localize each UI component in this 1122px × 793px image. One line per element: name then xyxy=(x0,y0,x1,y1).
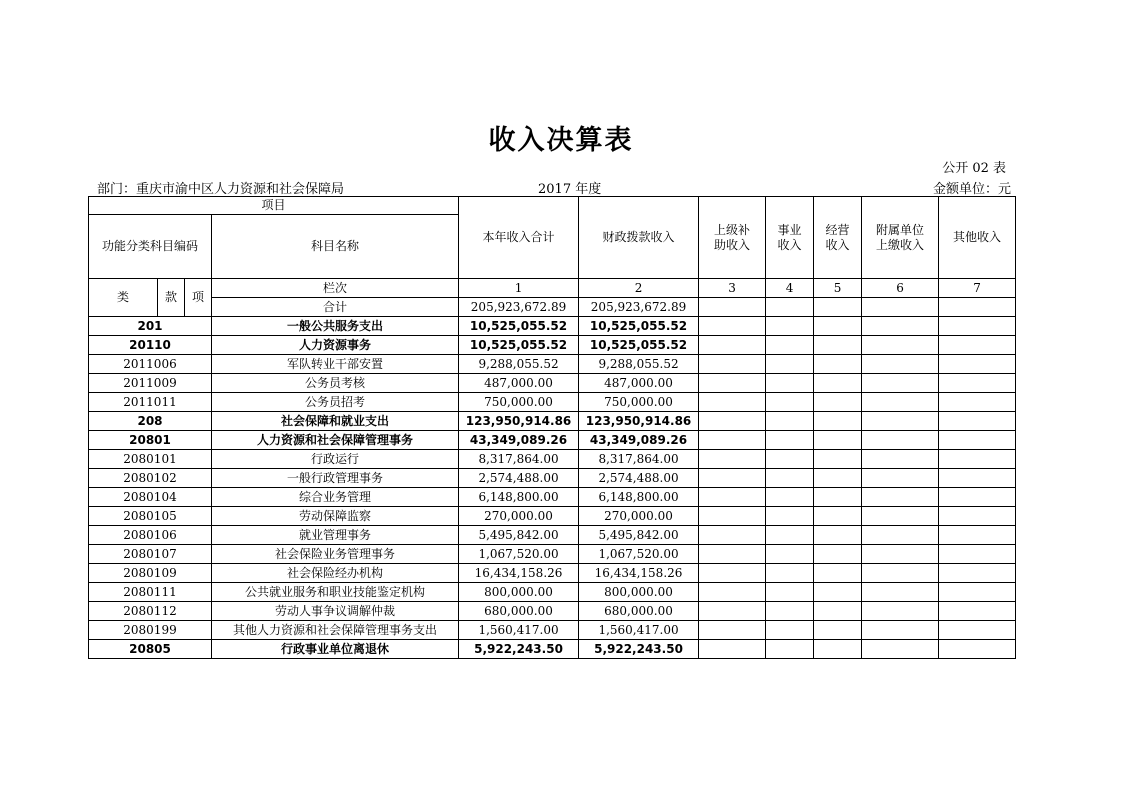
row-code: 2080111 xyxy=(89,583,212,602)
empty-cell xyxy=(939,545,1016,564)
empty-cell xyxy=(862,507,939,526)
table-row xyxy=(89,393,1016,412)
row-code: 201 xyxy=(89,317,212,336)
row-subject-name: 军队转业干部安置 xyxy=(212,355,459,374)
empty-cell xyxy=(939,336,1016,355)
form-number: 公开 02 表 xyxy=(942,161,1006,176)
empty-cell xyxy=(939,374,1016,393)
row-fiscal-income: 2,574,488.00 xyxy=(579,469,699,488)
row-subject-name: 社会保障和就业支出 xyxy=(212,412,459,431)
row-code: 2011011 xyxy=(89,393,212,412)
table-row xyxy=(89,526,1016,545)
empty-cell xyxy=(814,488,862,507)
empty-cell xyxy=(939,564,1016,583)
empty-cell xyxy=(862,583,939,602)
header-affiliated-income-line2: 上缴收入 xyxy=(876,237,925,252)
total-fiscal-value: 205,923,672.89 xyxy=(579,298,699,317)
row-code: 2080112 xyxy=(89,602,212,621)
row-code: 2080106 xyxy=(89,526,212,545)
empty-cell xyxy=(766,317,814,336)
empty-cell xyxy=(862,393,939,412)
row-fiscal-income: 680,000.00 xyxy=(579,602,699,621)
row-code: 2080109 xyxy=(89,564,212,583)
empty-cell xyxy=(814,621,862,640)
empty-cell xyxy=(814,412,862,431)
empty-cell xyxy=(862,431,939,450)
table-row xyxy=(89,621,1016,640)
header-affiliated-income xyxy=(862,197,939,279)
col-index-2: 2 xyxy=(579,279,699,298)
row-total-income: 270,000.00 xyxy=(459,507,579,526)
empty-cell xyxy=(939,583,1016,602)
header-superior-subsidy xyxy=(699,197,766,279)
row-total-income: 5,922,243.50 xyxy=(459,640,579,659)
row-total-income: 487,000.00 xyxy=(459,374,579,393)
empty-cell xyxy=(862,374,939,393)
empty-cell xyxy=(814,317,862,336)
row-fiscal-income: 5,495,842.00 xyxy=(579,526,699,545)
header-kuan: 款 xyxy=(158,279,185,317)
empty-cell xyxy=(699,374,766,393)
row-fiscal-income: 1,067,520.00 xyxy=(579,545,699,564)
empty-cell xyxy=(939,602,1016,621)
empty-cell xyxy=(939,526,1016,545)
empty-cell xyxy=(766,488,814,507)
table-row xyxy=(89,545,1016,564)
empty-cell xyxy=(766,621,814,640)
header-superior-subsidy-line1: 上级补 xyxy=(714,222,751,237)
row-subject-name: 一般行政管理事务 xyxy=(212,469,459,488)
empty-cell xyxy=(814,298,862,317)
empty-cell xyxy=(766,355,814,374)
row-fiscal-income: 487,000.00 xyxy=(579,374,699,393)
empty-cell xyxy=(862,317,939,336)
table-row xyxy=(89,355,1016,374)
header-business-income xyxy=(766,197,814,279)
empty-cell xyxy=(939,621,1016,640)
empty-cell xyxy=(814,602,862,621)
row-fiscal-income: 1,560,417.00 xyxy=(579,621,699,640)
row-subject-name: 公务员考核 xyxy=(212,374,459,393)
row-total-income: 1,560,417.00 xyxy=(459,621,579,640)
row-fiscal-income: 16,434,158.26 xyxy=(579,564,699,583)
row-code: 2011006 xyxy=(89,355,212,374)
col-index-4: 4 xyxy=(766,279,814,298)
row-subject-name: 社会保险业务管理事务 xyxy=(212,545,459,564)
row-fiscal-income: 8,317,864.00 xyxy=(579,450,699,469)
row-subject-name: 行政事业单位离退休 xyxy=(212,640,459,659)
row-fiscal-income: 10,525,055.52 xyxy=(579,317,699,336)
empty-cell xyxy=(814,640,862,659)
row-subject-name: 劳动人事争议调解仲裁 xyxy=(212,602,459,621)
empty-cell xyxy=(939,298,1016,317)
row-total-income: 10,525,055.52 xyxy=(459,336,579,355)
row-subject-name: 社会保险经办机构 xyxy=(212,564,459,583)
header-business-income-line2: 收入 xyxy=(777,237,802,252)
empty-cell xyxy=(699,640,766,659)
empty-cell xyxy=(862,355,939,374)
empty-cell xyxy=(699,507,766,526)
empty-cell xyxy=(699,450,766,469)
page-title: 收入决算表 xyxy=(488,125,634,156)
header-operating-income-line1: 经营 xyxy=(825,222,850,237)
total-income-value: 205,923,672.89 xyxy=(459,298,579,317)
table-row xyxy=(89,640,1016,659)
table-row xyxy=(89,564,1016,583)
income-table xyxy=(88,196,1016,659)
row-total-income: 8,317,864.00 xyxy=(459,450,579,469)
empty-cell xyxy=(699,621,766,640)
col-index-7: 7 xyxy=(939,279,1016,298)
empty-cell xyxy=(814,374,862,393)
row-subject-name: 公共就业服务和职业技能鉴定机构 xyxy=(212,583,459,602)
empty-cell xyxy=(939,355,1016,374)
row-code: 2080102 xyxy=(89,469,212,488)
row-subject-name: 公务员招考 xyxy=(212,393,459,412)
empty-cell xyxy=(814,355,862,374)
empty-cell xyxy=(699,355,766,374)
empty-cell xyxy=(939,488,1016,507)
empty-cell xyxy=(862,469,939,488)
row-subject-name: 人力资源和社会保障管理事务 xyxy=(212,431,459,450)
row-total-income: 750,000.00 xyxy=(459,393,579,412)
empty-cell xyxy=(766,374,814,393)
row-total-income: 10,525,055.52 xyxy=(459,317,579,336)
row-total-income: 16,434,158.26 xyxy=(459,564,579,583)
row-code: 2080199 xyxy=(89,621,212,640)
row-total-income: 680,000.00 xyxy=(459,602,579,621)
empty-cell xyxy=(862,602,939,621)
row-subject-name: 综合业务管理 xyxy=(212,488,459,507)
empty-cell xyxy=(862,450,939,469)
header-fiscal-income: 财政拨款收入 xyxy=(579,197,699,279)
row-total-income: 9,288,055.52 xyxy=(459,355,579,374)
row-subject-name: 其他人力资源和社会保障管理事务支出 xyxy=(212,621,459,640)
table-row xyxy=(89,317,1016,336)
empty-cell xyxy=(814,336,862,355)
row-fiscal-income: 43,349,089.26 xyxy=(579,431,699,450)
col-index-3: 3 xyxy=(699,279,766,298)
empty-cell xyxy=(939,507,1016,526)
empty-cell xyxy=(699,602,766,621)
empty-cell xyxy=(766,564,814,583)
row-total-income: 1,067,520.00 xyxy=(459,545,579,564)
empty-cell xyxy=(699,298,766,317)
empty-cell xyxy=(862,298,939,317)
empty-cell xyxy=(939,450,1016,469)
row-fiscal-income: 10,525,055.52 xyxy=(579,336,699,355)
row-fiscal-income: 123,950,914.86 xyxy=(579,412,699,431)
empty-cell xyxy=(814,469,862,488)
total-label: 合计 xyxy=(212,298,459,317)
empty-cell xyxy=(699,469,766,488)
header-total-income: 本年收入合计 xyxy=(459,197,579,279)
header-lei: 类 xyxy=(89,279,158,317)
empty-cell xyxy=(699,488,766,507)
empty-cell xyxy=(766,298,814,317)
empty-cell xyxy=(699,583,766,602)
row-subject-name: 人力资源事务 xyxy=(212,336,459,355)
row-total-income: 6,148,800.00 xyxy=(459,488,579,507)
col-index-6: 6 xyxy=(862,279,939,298)
empty-cell xyxy=(766,583,814,602)
amount-unit: 金额单位：元 xyxy=(932,182,1011,197)
table-row xyxy=(89,412,1016,431)
header-lanci: 栏次 xyxy=(212,279,459,298)
row-fiscal-income: 6,148,800.00 xyxy=(579,488,699,507)
table-row xyxy=(89,583,1016,602)
empty-cell xyxy=(814,507,862,526)
empty-cell xyxy=(699,564,766,583)
row-subject-name: 就业管理事务 xyxy=(212,526,459,545)
empty-cell xyxy=(766,412,814,431)
row-code: 20110 xyxy=(89,336,212,355)
row-code: 2011009 xyxy=(89,374,212,393)
row-fiscal-income: 270,000.00 xyxy=(579,507,699,526)
empty-cell xyxy=(939,412,1016,431)
header-subject-name: 科目名称 xyxy=(212,215,459,279)
empty-cell xyxy=(814,450,862,469)
header-xiang: 项 xyxy=(185,279,212,317)
table-row xyxy=(89,488,1016,507)
header-other-income: 其他收入 xyxy=(939,197,1016,279)
row-subject-name: 行政运行 xyxy=(212,450,459,469)
row-code: 2080101 xyxy=(89,450,212,469)
empty-cell xyxy=(699,336,766,355)
row-fiscal-income: 800,000.00 xyxy=(579,583,699,602)
table-row xyxy=(89,602,1016,621)
row-fiscal-income: 750,000.00 xyxy=(579,393,699,412)
empty-cell xyxy=(862,488,939,507)
empty-cell xyxy=(814,526,862,545)
table-row xyxy=(89,336,1016,355)
row-total-income: 123,950,914.86 xyxy=(459,412,579,431)
empty-cell xyxy=(939,317,1016,336)
empty-cell xyxy=(814,564,862,583)
empty-cell xyxy=(939,469,1016,488)
empty-cell xyxy=(862,526,939,545)
empty-cell xyxy=(939,393,1016,412)
empty-cell xyxy=(814,545,862,564)
empty-cell xyxy=(766,602,814,621)
empty-cell xyxy=(766,469,814,488)
empty-cell xyxy=(862,621,939,640)
empty-cell xyxy=(766,507,814,526)
empty-cell xyxy=(862,640,939,659)
table-row xyxy=(89,374,1016,393)
row-total-income: 2,574,488.00 xyxy=(459,469,579,488)
row-code: 2080105 xyxy=(89,507,212,526)
row-code: 2080104 xyxy=(89,488,212,507)
col-index-1: 1 xyxy=(459,279,579,298)
row-total-income: 5,495,842.00 xyxy=(459,526,579,545)
header-operating-income xyxy=(814,197,862,279)
empty-cell xyxy=(766,526,814,545)
empty-cell xyxy=(766,545,814,564)
empty-cell xyxy=(699,412,766,431)
empty-cell xyxy=(766,431,814,450)
empty-cell xyxy=(699,526,766,545)
empty-cell xyxy=(939,640,1016,659)
header-affiliated-income-line1: 附属单位 xyxy=(876,222,925,237)
row-code: 20801 xyxy=(89,431,212,450)
empty-cell xyxy=(814,431,862,450)
row-code: 208 xyxy=(89,412,212,431)
row-total-income: 43,349,089.26 xyxy=(459,431,579,450)
empty-cell xyxy=(766,393,814,412)
header-superior-subsidy-line2: 助收入 xyxy=(714,237,751,252)
empty-cell xyxy=(862,564,939,583)
row-total-income: 800,000.00 xyxy=(459,583,579,602)
col-index-5: 5 xyxy=(814,279,862,298)
empty-cell xyxy=(699,317,766,336)
empty-cell xyxy=(699,545,766,564)
row-code: 20805 xyxy=(89,640,212,659)
header-operating-income-line2: 收入 xyxy=(825,237,850,252)
empty-cell xyxy=(766,450,814,469)
empty-cell xyxy=(699,431,766,450)
fiscal-year: 2017 年度 xyxy=(538,182,602,197)
table-row xyxy=(89,450,1016,469)
header-business-income-line1: 事业 xyxy=(777,222,802,237)
table-row xyxy=(89,431,1016,450)
row-subject-name: 劳动保障监察 xyxy=(212,507,459,526)
row-fiscal-income: 5,922,243.50 xyxy=(579,640,699,659)
header-project: 项目 xyxy=(89,197,459,215)
empty-cell xyxy=(862,336,939,355)
empty-cell xyxy=(814,393,862,412)
empty-cell xyxy=(814,583,862,602)
row-fiscal-income: 9,288,055.52 xyxy=(579,355,699,374)
row-code: 2080107 xyxy=(89,545,212,564)
header-function-code: 功能分类科目编码 xyxy=(89,215,212,279)
empty-cell xyxy=(939,431,1016,450)
total-row xyxy=(89,298,1016,317)
empty-cell xyxy=(862,412,939,431)
table-row xyxy=(89,507,1016,526)
empty-cell xyxy=(699,393,766,412)
empty-cell xyxy=(766,336,814,355)
row-subject-name: 一般公共服务支出 xyxy=(212,317,459,336)
table-row xyxy=(89,469,1016,488)
department-label: 部门：重庆市渝中区人力资源和社会保障局 xyxy=(97,182,345,197)
empty-cell xyxy=(862,545,939,564)
empty-cell xyxy=(766,640,814,659)
